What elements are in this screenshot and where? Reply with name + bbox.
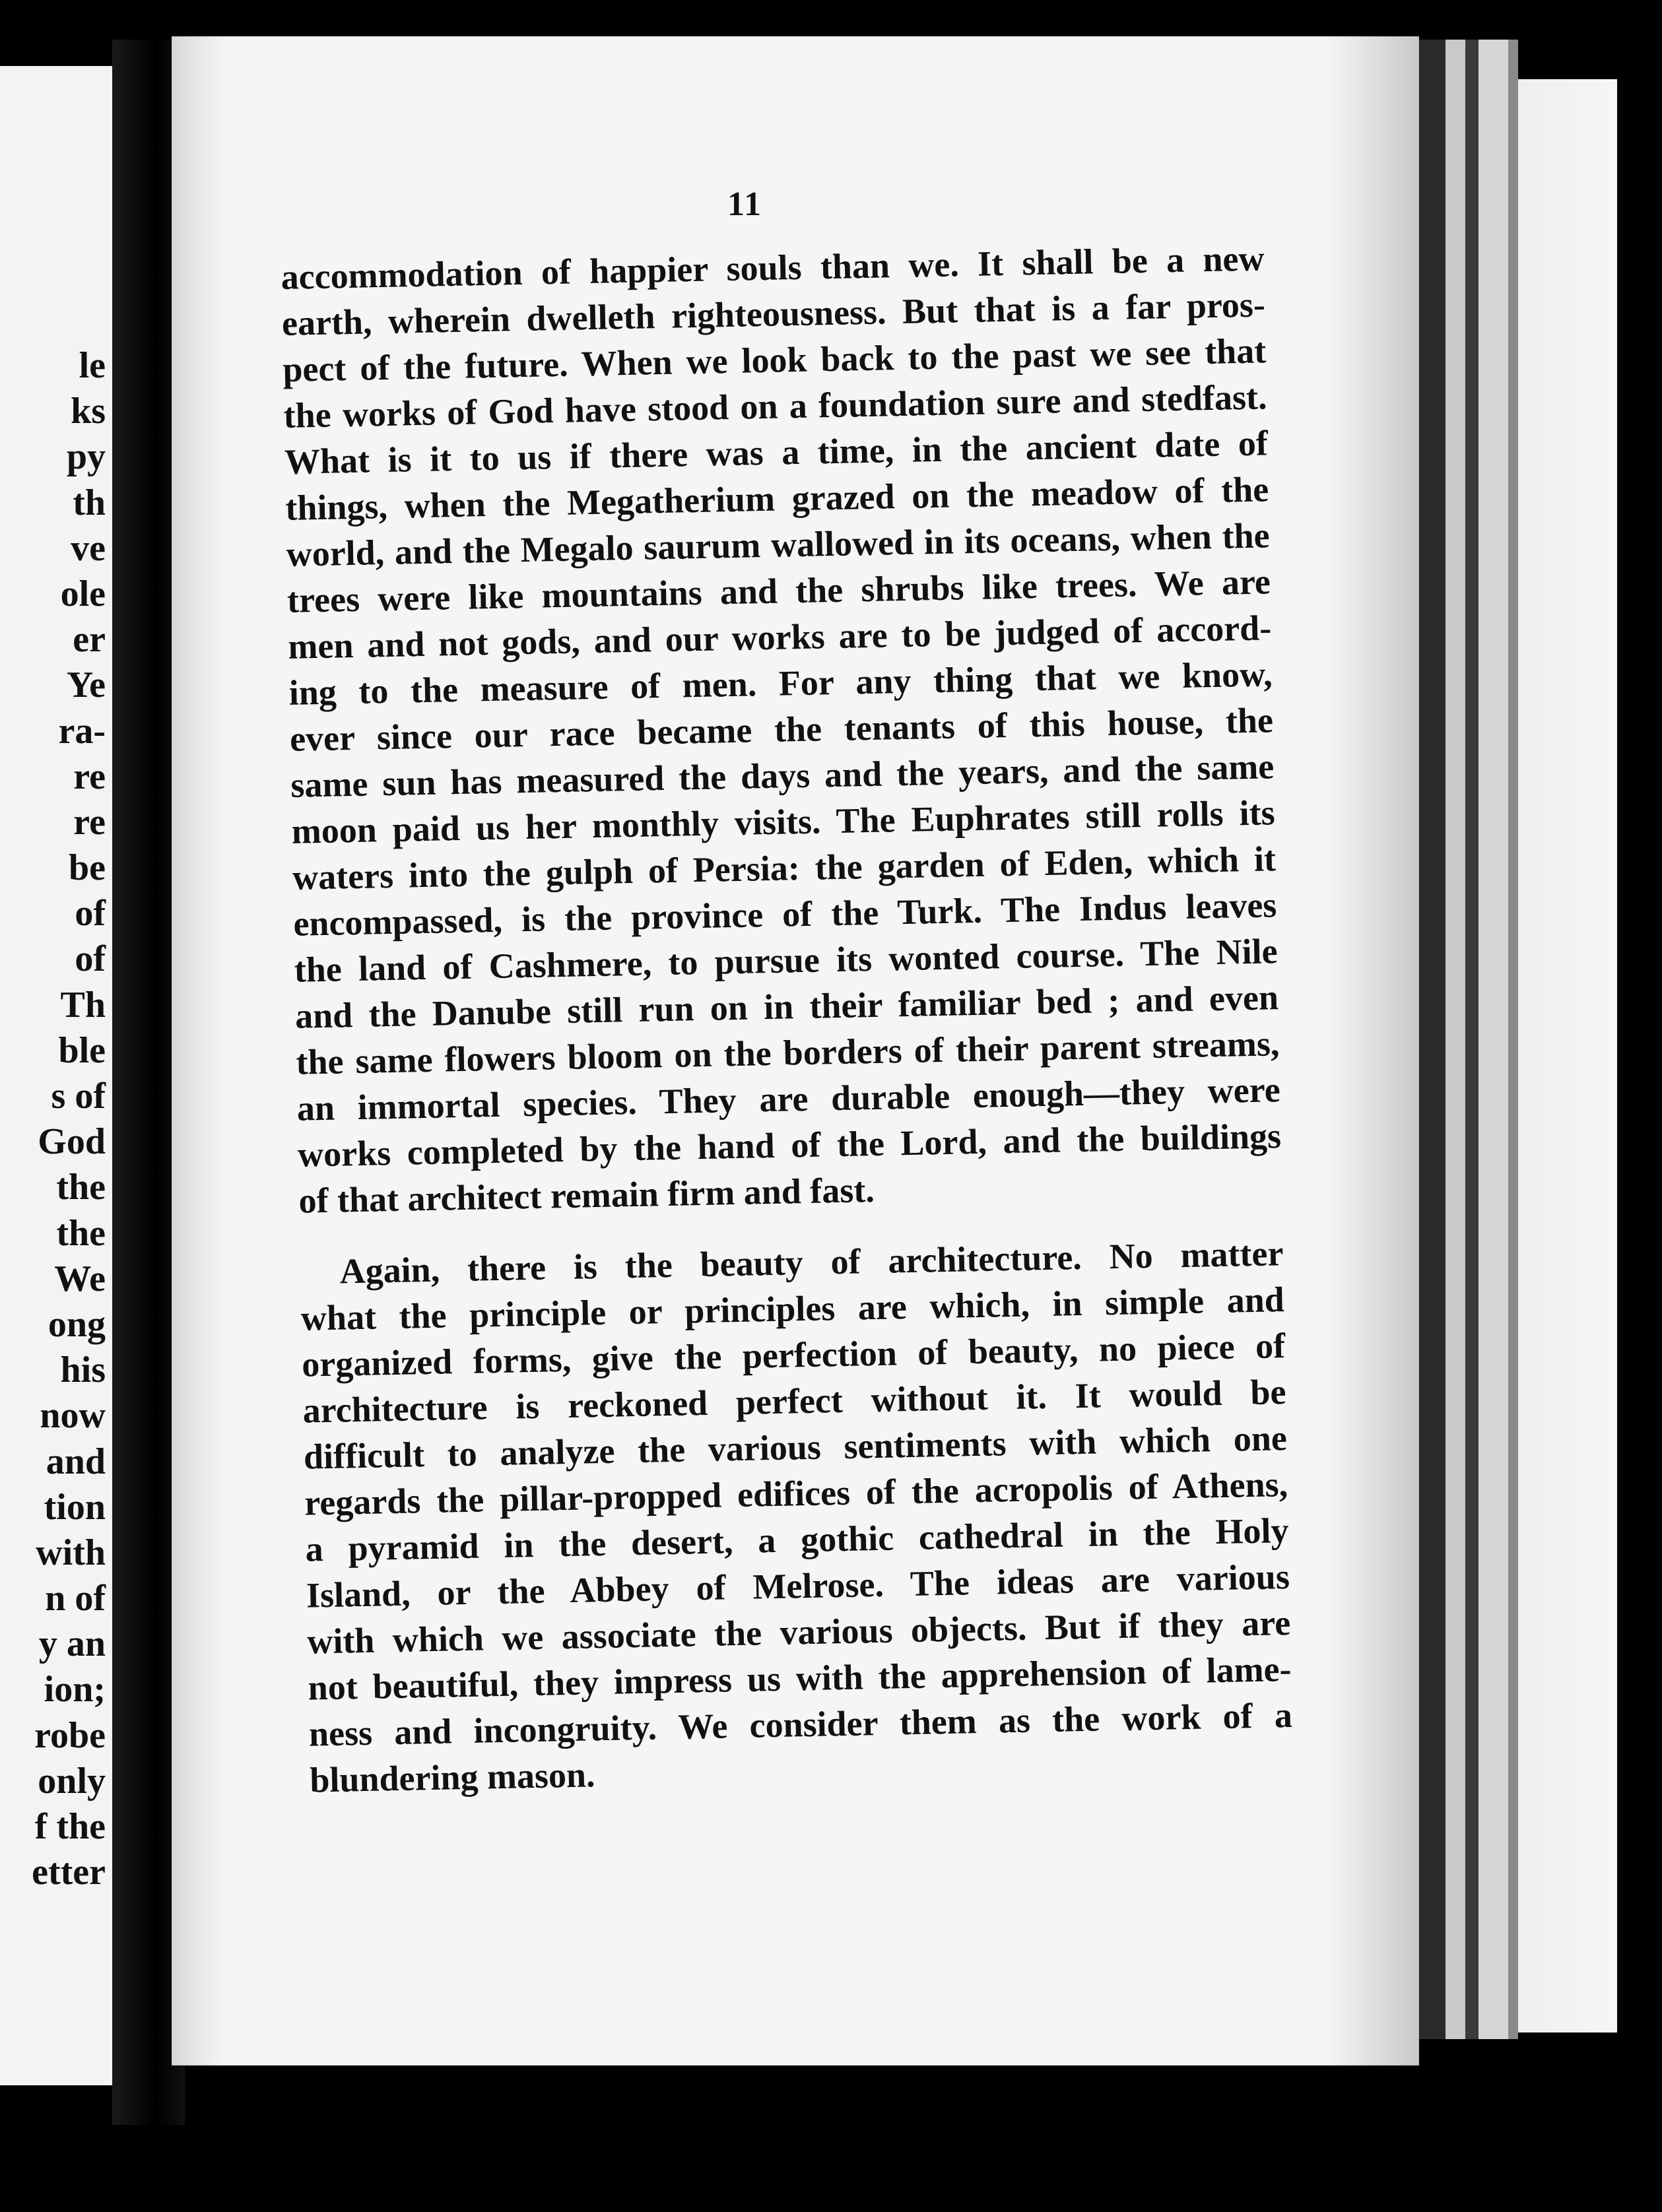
- left-fragment-line: n of: [45, 1578, 106, 1619]
- book-edge: [1465, 40, 1479, 2039]
- text-line: and the Danube still run on in their familiar bed ; and even: [294, 977, 1279, 1036]
- left-fragment-line: ole: [60, 573, 106, 614]
- left-fragment-line: Ye: [66, 665, 106, 706]
- scan-border: [1617, 0, 1662, 2212]
- text-line: the same flowers bloom on the borders of their parent streams,: [295, 1024, 1280, 1082]
- left-fragment-line: er: [73, 619, 106, 661]
- text-line: world, and the Megalo saurum wallowed in its oceans, when the: [286, 515, 1271, 574]
- text-line: men and not gods, and our works are to be judged of accord-: [287, 608, 1272, 667]
- left-fragment-line: f the: [34, 1806, 106, 1847]
- page-number: 11: [727, 185, 763, 223]
- book-edge-pages: [1518, 79, 1617, 2033]
- left-fragment-line: s of: [51, 1076, 106, 1117]
- left-fragment-line: ve: [71, 527, 106, 569]
- left-fragment-line: the: [56, 1167, 106, 1208]
- left-fragment-line: now: [40, 1395, 106, 1437]
- text-line: things, when the Megatherium grazed on the meadow of the: [284, 469, 1269, 528]
- left-fragment-line: Th: [60, 984, 106, 1025]
- text-line: architecture is reckoned perfect without it. It would be: [302, 1372, 1286, 1431]
- left-fragment-line: ble: [58, 1029, 106, 1071]
- text-line: not beautiful, they impress us with the apprehension of lame-: [308, 1649, 1292, 1708]
- text-line: blundering mason.: [309, 1755, 596, 1800]
- text-line: earth, wherein dwelleth righteousness. But that is a far pros-: [281, 284, 1266, 343]
- left-fragment-line: y an: [38, 1623, 106, 1665]
- left-fragment-line: ra-: [58, 710, 106, 752]
- left-page-text-fragments: [0, 343, 106, 1895]
- text-line: pect of the future. When we look back to the past we see that: [282, 331, 1267, 389]
- left-fragment-line: le: [79, 345, 106, 386]
- page-body-text: [281, 235, 1294, 1803]
- left-fragment-line: py: [66, 436, 106, 478]
- text-line: waters into the gulph of Persia: the garden of Eden, which it: [292, 839, 1277, 897]
- text-line: trees were like mountains and the shrubs like trees. We are: [286, 562, 1271, 620]
- left-fragment-line: re: [73, 756, 106, 797]
- text-line: moon paid us her monthly visits. The Euphrates still rolls its: [291, 793, 1276, 851]
- left-fragment-line: and: [46, 1441, 106, 1482]
- left-fragment-line: God: [38, 1121, 106, 1163]
- text-line: Island, or the Abbey of Melrose. The ideas are various: [306, 1557, 1290, 1615]
- left-fragment-line: etter: [32, 1852, 106, 1893]
- text-line: regards the pillar-propped edifices of the acropolis of Athens,: [304, 1464, 1288, 1523]
- text-line: encompassed, is the province of the Turk. The Indus leaves: [292, 885, 1277, 944]
- left-fragment-line: ks: [71, 391, 106, 432]
- left-fragment-line: ong: [48, 1303, 106, 1345]
- text-line: ever since our race became the tenants of this house, the: [289, 700, 1274, 759]
- text-line: What is it to us if there was a time, in the ancient date of: [284, 423, 1269, 482]
- paragraph-1: [281, 235, 1282, 1223]
- left-fragment-line: re: [73, 801, 106, 843]
- left-fragment-line: tion: [44, 1486, 106, 1528]
- text-line: same sun has measured the days and the years, and the same: [290, 746, 1275, 805]
- text-line: organized forms, give the perfection of beauty, no piece of: [301, 1326, 1286, 1384]
- left-fragment-line: of: [75, 893, 106, 934]
- book-edge: [1508, 40, 1518, 2039]
- left-fragment-line: the: [56, 1212, 106, 1254]
- book-edge: [1419, 40, 1446, 2039]
- paragraph-2: [300, 1230, 1294, 1803]
- text-line: the land of Cashmere, to pursue its wonted course. The Nile: [294, 931, 1279, 990]
- left-fragment-line: robe: [34, 1714, 106, 1756]
- left-fragment-line: with: [36, 1532, 106, 1573]
- text-line: of that architect remain firm and fast.: [298, 1169, 875, 1221]
- left-fragment-line: be: [69, 847, 106, 889]
- text-line: a pyramid in the desert, a gothic cathedral in the Holy: [305, 1511, 1289, 1569]
- right-page: [172, 36, 1419, 2066]
- text-line: works completed by the hand of the Lord, and the buildings: [297, 1116, 1282, 1175]
- text-line: Again, there is the beauty of architecture. No matter: [339, 1233, 1284, 1291]
- book-edge: [1479, 40, 1508, 2039]
- left-fragment-line: only: [38, 1760, 106, 1802]
- left-fragment-line: of: [75, 938, 106, 980]
- text-line: ness and incongruity. We consider them as the work of a: [308, 1695, 1293, 1754]
- left-fragment-line: ion;: [44, 1669, 106, 1710]
- text-line: ing to the measure of men. For any thing that we know,: [288, 654, 1273, 713]
- text-line: the works of God have stood on a foundation sure and stedfast.: [283, 377, 1268, 436]
- left-fragment-line: th: [73, 482, 106, 523]
- book-edge: [1446, 40, 1465, 2039]
- text-line: difficult to analyze the various sentiments with which one: [303, 1418, 1288, 1477]
- text-line: an immortal species. They are durable enough—they were: [296, 1070, 1281, 1128]
- text-line: accommodation of happier souls than we. It shall be a new: [281, 238, 1265, 297]
- text-line: what the principle or principles are which, in simple and: [300, 1280, 1285, 1338]
- left-fragment-line: his: [60, 1350, 106, 1391]
- text-line: with which we associate the various objects. But if they are: [306, 1603, 1291, 1662]
- left-facing-page: [0, 66, 112, 2085]
- left-fragment-line: We: [54, 1258, 106, 1299]
